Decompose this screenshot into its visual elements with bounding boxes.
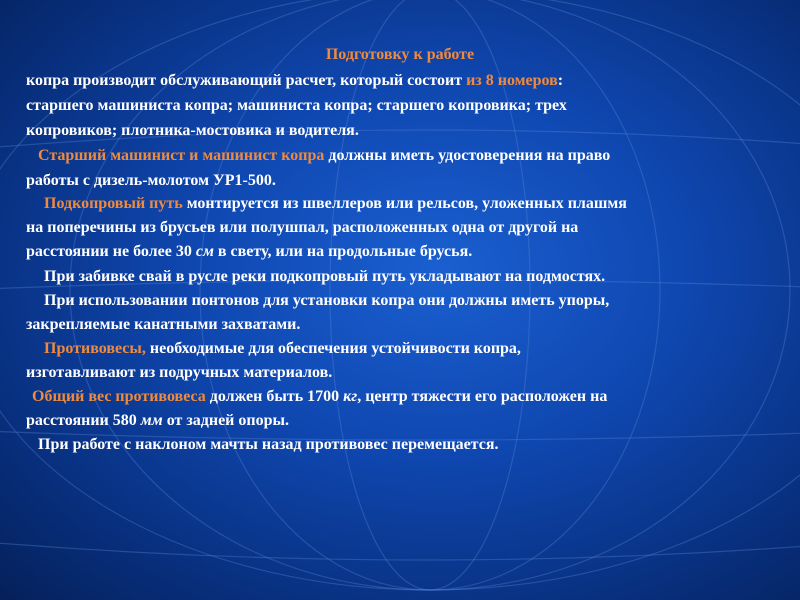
text-span: необходимые для обеспечения устойчивости копра, xyxy=(145,340,521,357)
highlight-span: Подкопровый путь xyxy=(44,195,183,212)
highlight-span: Старший машинист и машинист копра xyxy=(38,147,325,164)
text-span: копра производит обслуживающий расчет, который состоит xyxy=(26,72,467,89)
text-line: изготавливают из подручных материалов. xyxy=(26,364,333,381)
unit-span: см xyxy=(195,243,214,260)
text-line xyxy=(32,388,792,406)
unit-span: мм xyxy=(140,412,163,429)
text-line: При работе с наклоном мачты назад противовес перемещается. xyxy=(38,436,499,453)
text-line xyxy=(44,195,800,213)
text-span: монтируется из швеллеров или рельсов, уложенных плашмя xyxy=(182,195,627,212)
text-line: копровиков; плотника-мостовика и водителя. xyxy=(26,122,359,139)
text-line: При использовании понтонов для установки копра они должны иметь упоры, xyxy=(44,292,610,309)
text-line: старшего машиниста копра; машиниста копра; старшего копровика; трех xyxy=(26,97,567,114)
text-span: , центр тяжести его расположен на xyxy=(357,388,608,405)
highlight-span: Противовесы, xyxy=(44,340,146,357)
text-line xyxy=(26,412,786,430)
text-line xyxy=(44,340,800,358)
text-line: При забивке свай в русле реки подкопровый путь укладывают на подмостях. xyxy=(44,268,606,285)
text-line: закрепляемые канатными захватами. xyxy=(26,316,301,333)
text-line: на поперечины из брусьев или полушпал, расположенных одна от другой на xyxy=(26,219,579,236)
text-line: работы с дизель-молотом УР1-500. xyxy=(26,172,276,189)
text-span: расстоянии 580 xyxy=(26,412,141,429)
text-line xyxy=(26,72,786,90)
text-span: : xyxy=(557,72,564,89)
text-line xyxy=(38,147,798,165)
slide-title: Подготовку к работе xyxy=(325,46,475,63)
text-span: от задней опоры. xyxy=(162,412,290,429)
text-line xyxy=(26,243,786,261)
highlight-span: Общий вес противовеса xyxy=(32,388,206,405)
text-span: в свету, или на продольные брусья. xyxy=(213,243,473,260)
unit-span: кг xyxy=(343,388,358,405)
highlight-span: из 8 номеров xyxy=(466,72,558,89)
text-span: должен быть 1700 xyxy=(205,388,344,405)
text-span: должны иметь удостоверения на право xyxy=(324,147,611,164)
text-span: расстоянии не более 30 xyxy=(26,243,196,260)
